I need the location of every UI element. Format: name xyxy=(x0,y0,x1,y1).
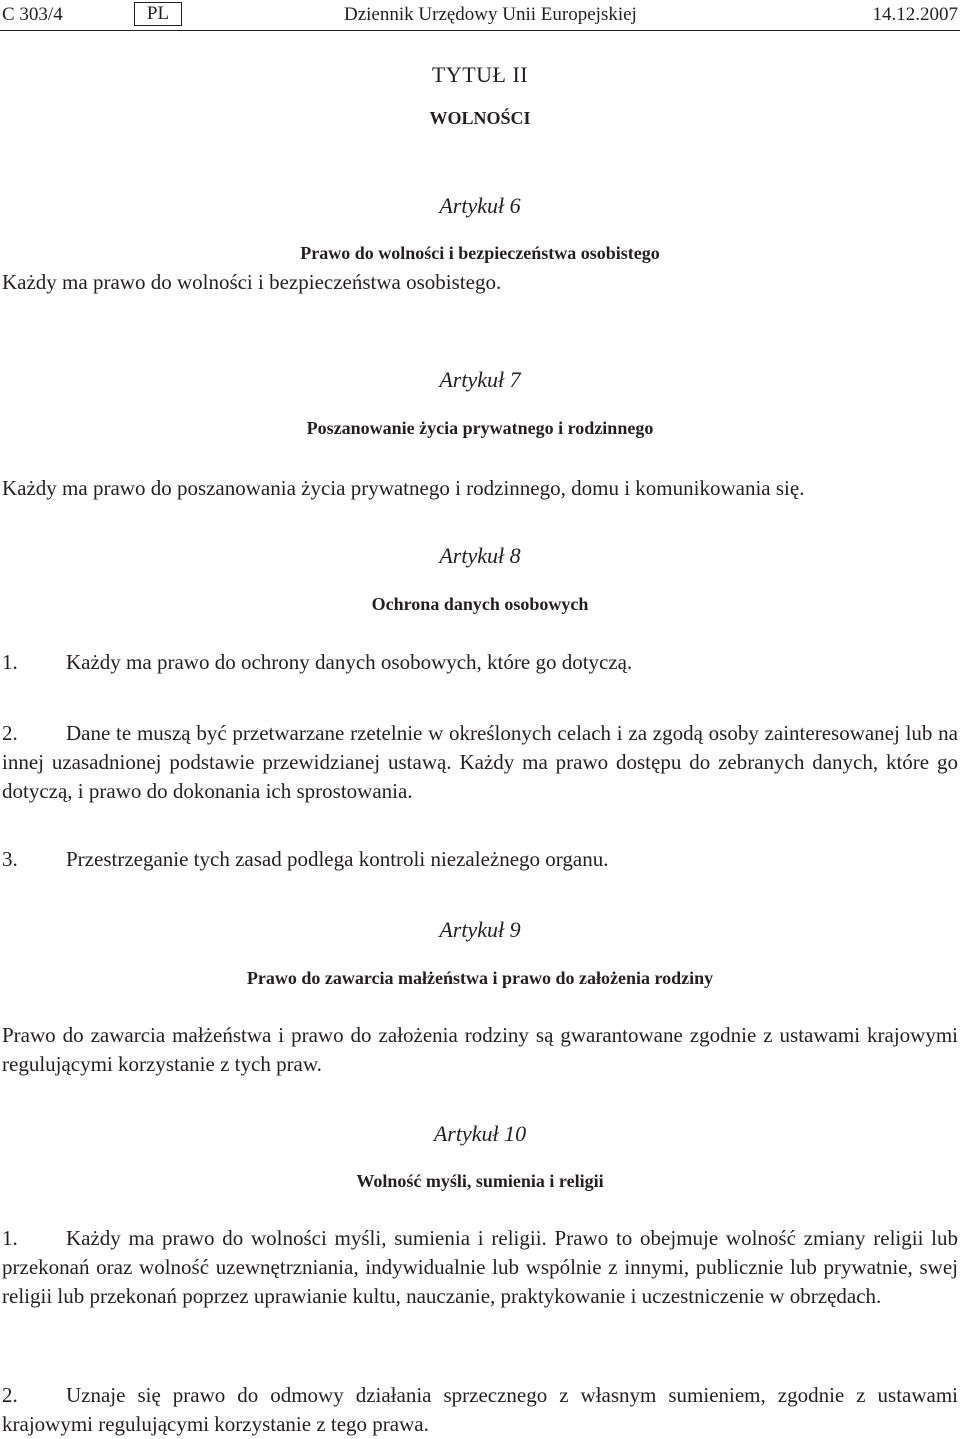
article-8-para-2 xyxy=(2,719,958,806)
para-text: Dane te muszą być przetwarzane rzetelnie w określonych celach i za zgodą osoby zainteresowanej lub na innej uzasadnionej podstawie przewidzianej ustawą. Każdy ma prawo dostępu do zebranych danych, które go dotyczą, i prawo do dokonania ich sprostowania. xyxy=(2,721,958,803)
article-8-label: Artykuł 8 xyxy=(439,543,521,568)
para-number: 2. xyxy=(2,721,18,745)
journal-title: Dziennik Urzędowy Unii Europejskiej xyxy=(344,4,637,25)
para-number: 1. xyxy=(2,650,18,674)
article-9-label: Artykuł 9 xyxy=(439,917,521,942)
article-6-heading: Prawo do wolności i bezpieczeństwa osobistego xyxy=(300,243,660,263)
page-header xyxy=(0,0,960,30)
para-number: 3. xyxy=(2,847,18,871)
article-7-label: Artykuł 7 xyxy=(439,367,521,392)
article-8-para-3 xyxy=(2,845,958,874)
article-9-heading: Prawo do zawarcia małżeństwa i prawo do założenia rodziny xyxy=(246,968,714,988)
article-10-para-1 xyxy=(2,1224,958,1311)
publication-date: 14.12.2007 xyxy=(872,4,958,25)
header-rule xyxy=(0,30,960,31)
para-number: 1. xyxy=(2,1226,18,1250)
article-10-heading: Wolność myśli, sumienia i religii xyxy=(356,1171,604,1191)
article-8-para-1 xyxy=(2,648,958,677)
para-text: Przestrzeganie tych zasad podlega kontroli niezależnego organu. xyxy=(66,847,609,871)
title-label: TYTUŁ II xyxy=(431,62,529,87)
journal-code: C 303/4 xyxy=(2,4,63,25)
para-text: Każdy ma prawo do ochrony danych osobowych, które go dotyczą. xyxy=(66,650,633,674)
title-name: WOLNOŚCI xyxy=(429,108,531,128)
article-8-heading: Ochrona danych osobowych xyxy=(371,594,589,614)
article-6-text: Każdy ma prawo do wolności i bezpieczeństwa osobistego. xyxy=(2,270,502,294)
article-9-text: Prawo do zawarcia małżeństwa i prawo do założenia rodziny są gwarantowane zgodnie z ustawami krajowymi regulującymi korzystanie z tych praw. xyxy=(2,1023,958,1076)
article-7-text: Każdy ma prawo do poszanowania życia prywatnego i rodzinnego, domu i komunikowania się. xyxy=(2,476,805,500)
para-text: Każdy ma prawo do wolności myśli, sumienia i religii. Prawo to obejmuje wolność zmiany religii lub przekonań oraz wolność uzewnętrzniania, indywidualnie lub wspólnie z innymi, publicznie lub prywatnie, swej religii lub przekonań poprzez uprawianie kultu, nauczanie, praktykowanie i uczestniczenie w obrzędach. xyxy=(2,1226,958,1308)
para-number: 2. xyxy=(2,1383,18,1407)
para-text: Uznaje się prawo do odmowy działania sprzecznego z własnym sumieniem, zgodnie z ustawami krajowymi regulującymi korzystanie z tego prawa. xyxy=(2,1383,958,1436)
language-badge: PL xyxy=(134,2,182,26)
article-6-label: Artykuł 6 xyxy=(439,193,521,218)
article-10-label: Artykuł 10 xyxy=(433,1121,527,1146)
article-10-para-2 xyxy=(2,1381,958,1439)
article-7-heading: Poszanowanie życia prywatnego i rodzinnego xyxy=(306,418,654,438)
